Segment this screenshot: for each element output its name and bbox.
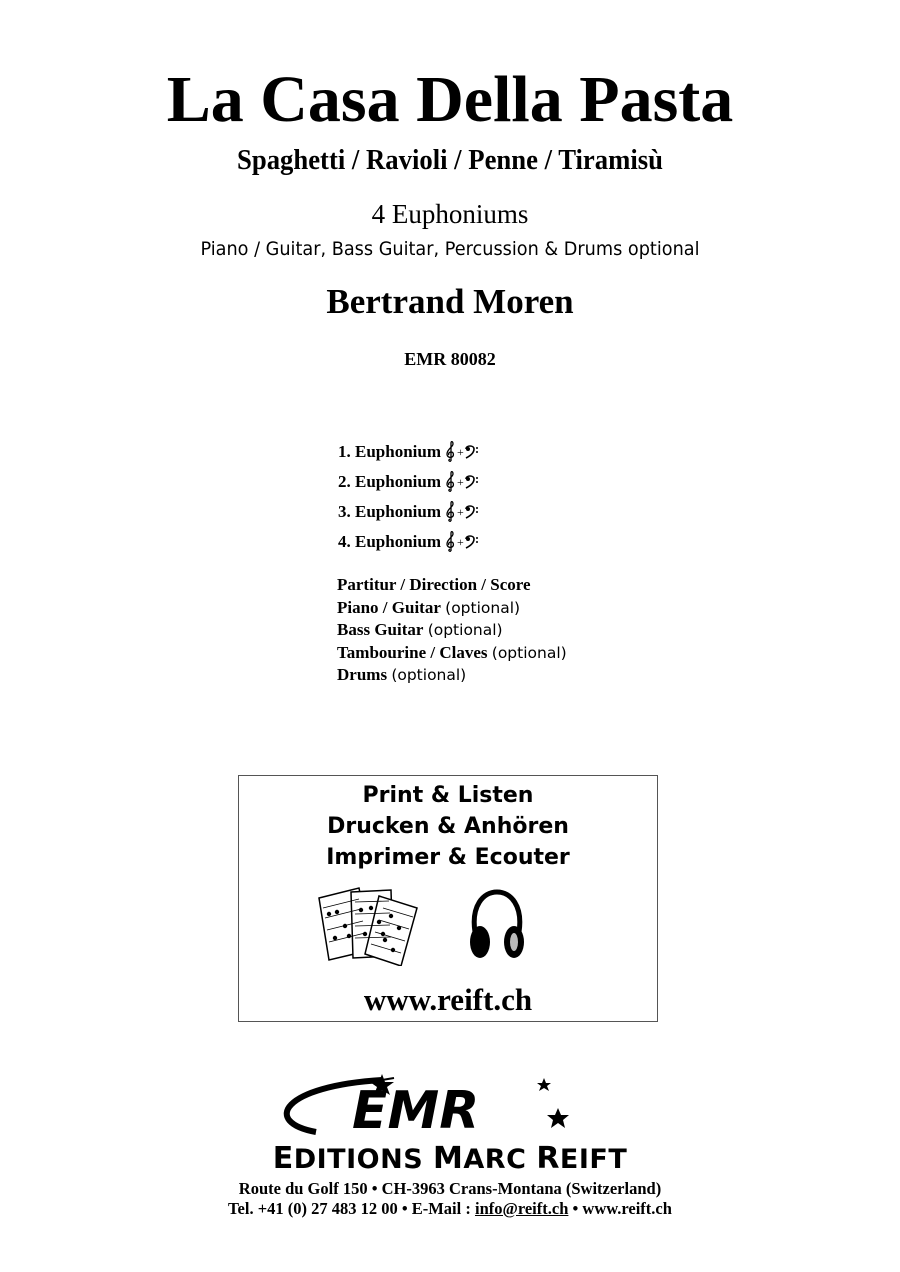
treble-clef-icon xyxy=(445,441,456,463)
publisher-name xyxy=(0,1141,900,1176)
material-name: Bass Guitar xyxy=(337,620,424,639)
clefs xyxy=(445,531,479,553)
email-link[interactable]: info@reift.ch xyxy=(474,1199,569,1218)
part-label: 4. Euphonium xyxy=(338,532,441,551)
publisher-initial-e: E xyxy=(272,1141,294,1176)
piece-subtitle: Spaghetti / Ravioli / Penne / Tiramisù xyxy=(237,144,663,176)
material-item xyxy=(337,574,567,597)
sheet-music-icon xyxy=(313,884,423,966)
part-label: 1. Euphonium xyxy=(338,442,441,461)
publisher-initial-m: M xyxy=(433,1141,464,1176)
contact-website[interactable]: • www.reift.ch xyxy=(568,1199,672,1218)
promo-line-de: Drucken & Anhören xyxy=(327,814,569,839)
part-label: 2. Euphonium xyxy=(338,472,441,491)
plus-sign: + xyxy=(457,444,464,459)
bass-clef-icon xyxy=(465,444,479,460)
website-link[interactable]: www.reift.ch xyxy=(363,982,533,1017)
treble-clef-icon xyxy=(445,531,456,553)
part-item xyxy=(338,527,479,557)
clefs xyxy=(445,471,479,493)
part-label: 3. Euphonium xyxy=(338,502,441,521)
material-name: Partitur / Direction / Score xyxy=(337,575,531,594)
material-note: (optional) xyxy=(427,621,503,639)
part-item xyxy=(338,497,479,527)
emr-logo xyxy=(232,1072,592,1144)
publisher-part: ARC xyxy=(463,1144,537,1175)
catalog-number: EMR 80082 xyxy=(404,349,496,369)
material-name: Piano / Guitar xyxy=(337,597,441,617)
publisher-initial-r: R xyxy=(536,1141,560,1176)
piece-title: La Casa Della Pasta xyxy=(166,63,734,136)
clefs xyxy=(445,501,479,523)
materials-list xyxy=(337,574,567,687)
plus-sign: + xyxy=(457,504,464,519)
publisher-address: Route du Golf 150 • CH-3963 Crans-Montana (Switzerland) xyxy=(238,1179,662,1198)
print-listen-box xyxy=(238,775,658,1022)
material-item xyxy=(337,619,567,642)
material-item xyxy=(337,664,567,687)
bass-clef-icon xyxy=(465,534,479,550)
bass-clef-icon xyxy=(465,474,479,490)
logo-text: EMR xyxy=(352,1081,480,1141)
publisher-contact xyxy=(0,1198,900,1220)
promo-line-fr: Imprimer & Ecouter xyxy=(326,845,570,870)
composer-name: Bertrand Moren xyxy=(326,282,574,321)
material-note: (optional) xyxy=(445,598,521,617)
treble-clef-icon xyxy=(445,471,456,493)
parts-list xyxy=(338,437,479,557)
part-item xyxy=(338,437,479,467)
publisher-part: DITIONS xyxy=(293,1144,434,1175)
instrumentation: 4 Euphoniums xyxy=(371,199,529,229)
publisher-part: EIFT xyxy=(559,1144,628,1175)
plus-sign: + xyxy=(457,534,464,549)
headphones-icon xyxy=(467,888,527,964)
clefs xyxy=(445,441,479,463)
material-name: Tambourine / Claves xyxy=(337,642,488,662)
material-name: Drums xyxy=(337,665,388,684)
bass-clef-icon xyxy=(465,504,479,520)
material-item xyxy=(337,642,567,665)
material-item xyxy=(337,597,567,620)
treble-clef-icon xyxy=(445,501,456,523)
optional-instruments: Piano / Guitar, Bass Guitar, Percussion & Drums optional xyxy=(200,238,700,260)
contact-phone: Tel. +41 (0) 27 483 12 00 • E-Mail : xyxy=(228,1199,475,1218)
promo-line-en: Print & Listen xyxy=(362,783,534,808)
part-item xyxy=(338,467,479,497)
material-note: (optional) xyxy=(491,643,567,662)
material-note: (optional) xyxy=(391,666,467,684)
plus-sign: + xyxy=(457,474,464,489)
